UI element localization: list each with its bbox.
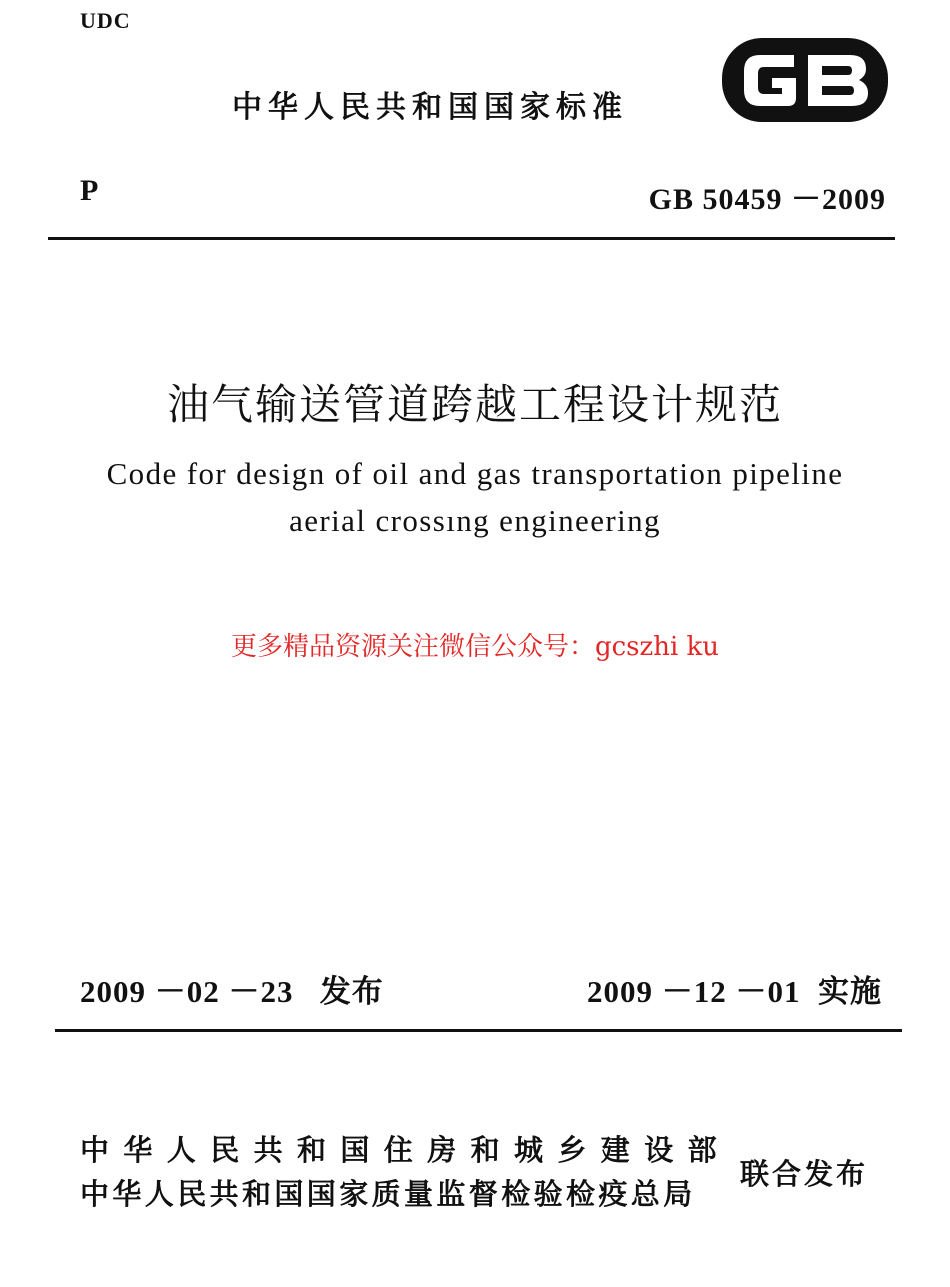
title-chinese: 油气输送管道跨越工程设计规范 (166, 380, 783, 429)
udc-label: UDC (80, 8, 131, 33)
title-english-line2: aerial crossıng engineering (289, 503, 661, 538)
release-date-line (80, 966, 384, 1011)
release-label: 发布 (319, 974, 384, 1010)
gb-logo (722, 38, 888, 122)
national-standard-title: 中华人民共和国国家标准 (232, 90, 628, 125)
bottom-divider (55, 1029, 902, 1032)
joint-release-label: 联合发布 (740, 1157, 869, 1191)
implement-label: 实施 (818, 974, 882, 1010)
category-code: P (80, 174, 99, 207)
standard-number: GB 50459 －2009 (648, 183, 886, 216)
implement-date-line (587, 966, 882, 1011)
promo-watermark-text: 更多精品资源关注微信公众号：gcszhi ku (230, 632, 720, 662)
release-date: 2009 －02 －23 (80, 974, 294, 1009)
issuer-ministry-housing: 中华人民共和国住房和城乡建设部 (80, 1133, 732, 1167)
top-divider (48, 237, 895, 240)
implement-date: 2009 －12 －01 (587, 974, 801, 1009)
issuer-aqsiq: 中华人民共和国国家质量监督检验检疫总局 (80, 1177, 696, 1211)
title-english-line1: Code for design of oil and gas transportation pipeline (106, 456, 844, 491)
gb-logo-graphic (722, 38, 888, 122)
